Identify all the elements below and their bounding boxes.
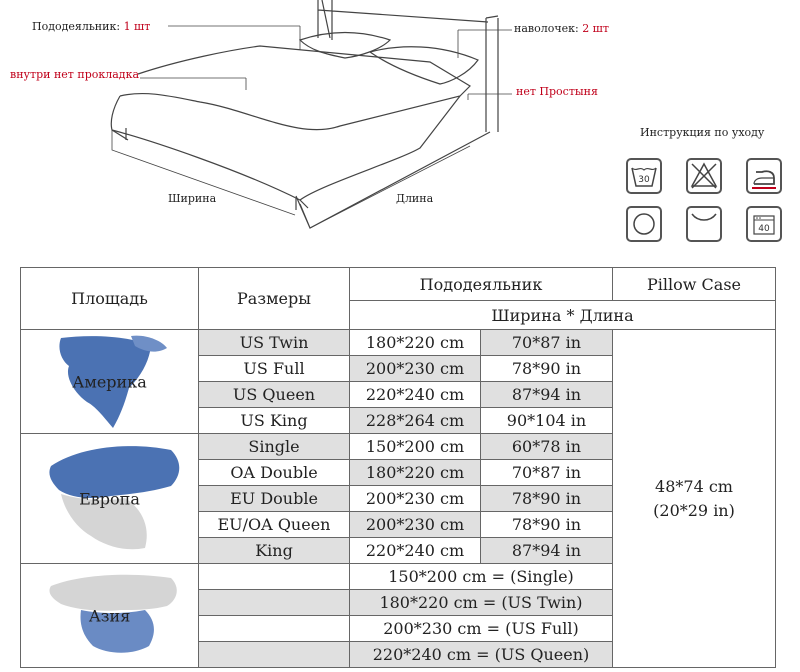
asia-blank — [199, 616, 350, 642]
asia-size-map: 150*200 cm = (Single) — [350, 564, 613, 590]
pillowcase-count: 2 шт — [582, 22, 609, 35]
size-in: 70*87 in — [481, 330, 613, 356]
size-cm: 200*230 cm — [350, 486, 481, 512]
size-cm: 200*230 cm — [350, 356, 481, 382]
size-in: 78*90 in — [481, 512, 613, 538]
duvet-count: 1 шт — [123, 20, 151, 33]
care-title: Инструкция по уходу — [640, 126, 765, 139]
no-filling-label: внутри нет прокладка — [10, 68, 139, 81]
region-america — [21, 330, 199, 434]
size-name: Single — [199, 434, 350, 460]
wash-30-icon — [626, 158, 662, 194]
header-sizes: Размеры — [199, 268, 350, 330]
header-duvet: Пододеяльник — [350, 268, 613, 301]
size-name: US King — [199, 408, 350, 434]
size-table — [20, 267, 776, 668]
size-name: King — [199, 538, 350, 564]
size-cm: 220*240 cm — [350, 538, 481, 564]
asia-blank — [199, 642, 350, 668]
header-area: Площадь — [21, 268, 199, 330]
no-sheet-label: нет Простыня — [516, 85, 598, 98]
pillow-size-cm: 48*74 cm — [655, 476, 733, 496]
size-name: OA Double — [199, 460, 350, 486]
size-cm: 180*220 cm — [350, 460, 481, 486]
header-pillow: Pillow Case — [613, 268, 776, 301]
size-in: 78*90 in — [481, 356, 613, 382]
size-name: US Full — [199, 356, 350, 382]
size-name: EU Double — [199, 486, 350, 512]
size-in: 87*94 in — [481, 538, 613, 564]
size-cm: 180*220 cm — [350, 330, 481, 356]
iron-icon — [746, 158, 782, 194]
size-name: US Twin — [199, 330, 350, 356]
length-label: Длина — [396, 192, 434, 205]
asia-size-map: 200*230 cm = (US Full) — [350, 616, 613, 642]
size-in: 70*87 in — [481, 460, 613, 486]
no-bleach-icon — [686, 158, 722, 194]
pillow-size — [613, 330, 776, 668]
size-cm: 228*264 cm — [350, 408, 481, 434]
duvet-label-text: Пододеяльник: — [32, 20, 124, 33]
size-cm: 200*230 cm — [350, 512, 481, 538]
asia-blank — [199, 564, 350, 590]
size-in: 87*94 in — [481, 382, 613, 408]
size-cm: 150*200 cm — [350, 434, 481, 460]
size-cm: 220*240 cm — [350, 382, 481, 408]
region-europe — [21, 434, 199, 564]
line-dry-icon — [686, 206, 722, 242]
machine-wash-40-icon — [746, 206, 782, 242]
size-in: 78*90 in — [481, 486, 613, 512]
header-width-length: Ширина * Длина — [350, 301, 776, 330]
size-in: 60*78 in — [481, 434, 613, 460]
region-name: Азия — [88, 606, 131, 625]
asia-blank — [199, 590, 350, 616]
width-label: Ширина — [168, 192, 217, 205]
asia-size-map: 180*220 cm = (US Twin) — [350, 590, 613, 616]
wash-temp-30: 30 — [638, 175, 650, 185]
tumble-dry-icon — [626, 206, 662, 242]
region-name: Европа — [79, 489, 140, 508]
bed-illustration — [0, 0, 600, 240]
pillow-size-in: (20*29 in) — [653, 500, 735, 520]
duvet-label — [32, 20, 150, 33]
size-name: US Queen — [199, 382, 350, 408]
size-name: EU/OA Queen — [199, 512, 350, 538]
table-row — [21, 330, 776, 356]
region-asia — [21, 564, 199, 668]
wash-temp-40: 40 — [758, 224, 770, 234]
pillowcase-label-text: наволочек: — [514, 22, 583, 35]
region-name: Америка — [72, 372, 147, 391]
size-in: 90*104 in — [481, 408, 613, 434]
asia-size-map: 220*240 cm = (US Queen) — [350, 642, 613, 668]
pillowcase-label — [514, 22, 609, 35]
